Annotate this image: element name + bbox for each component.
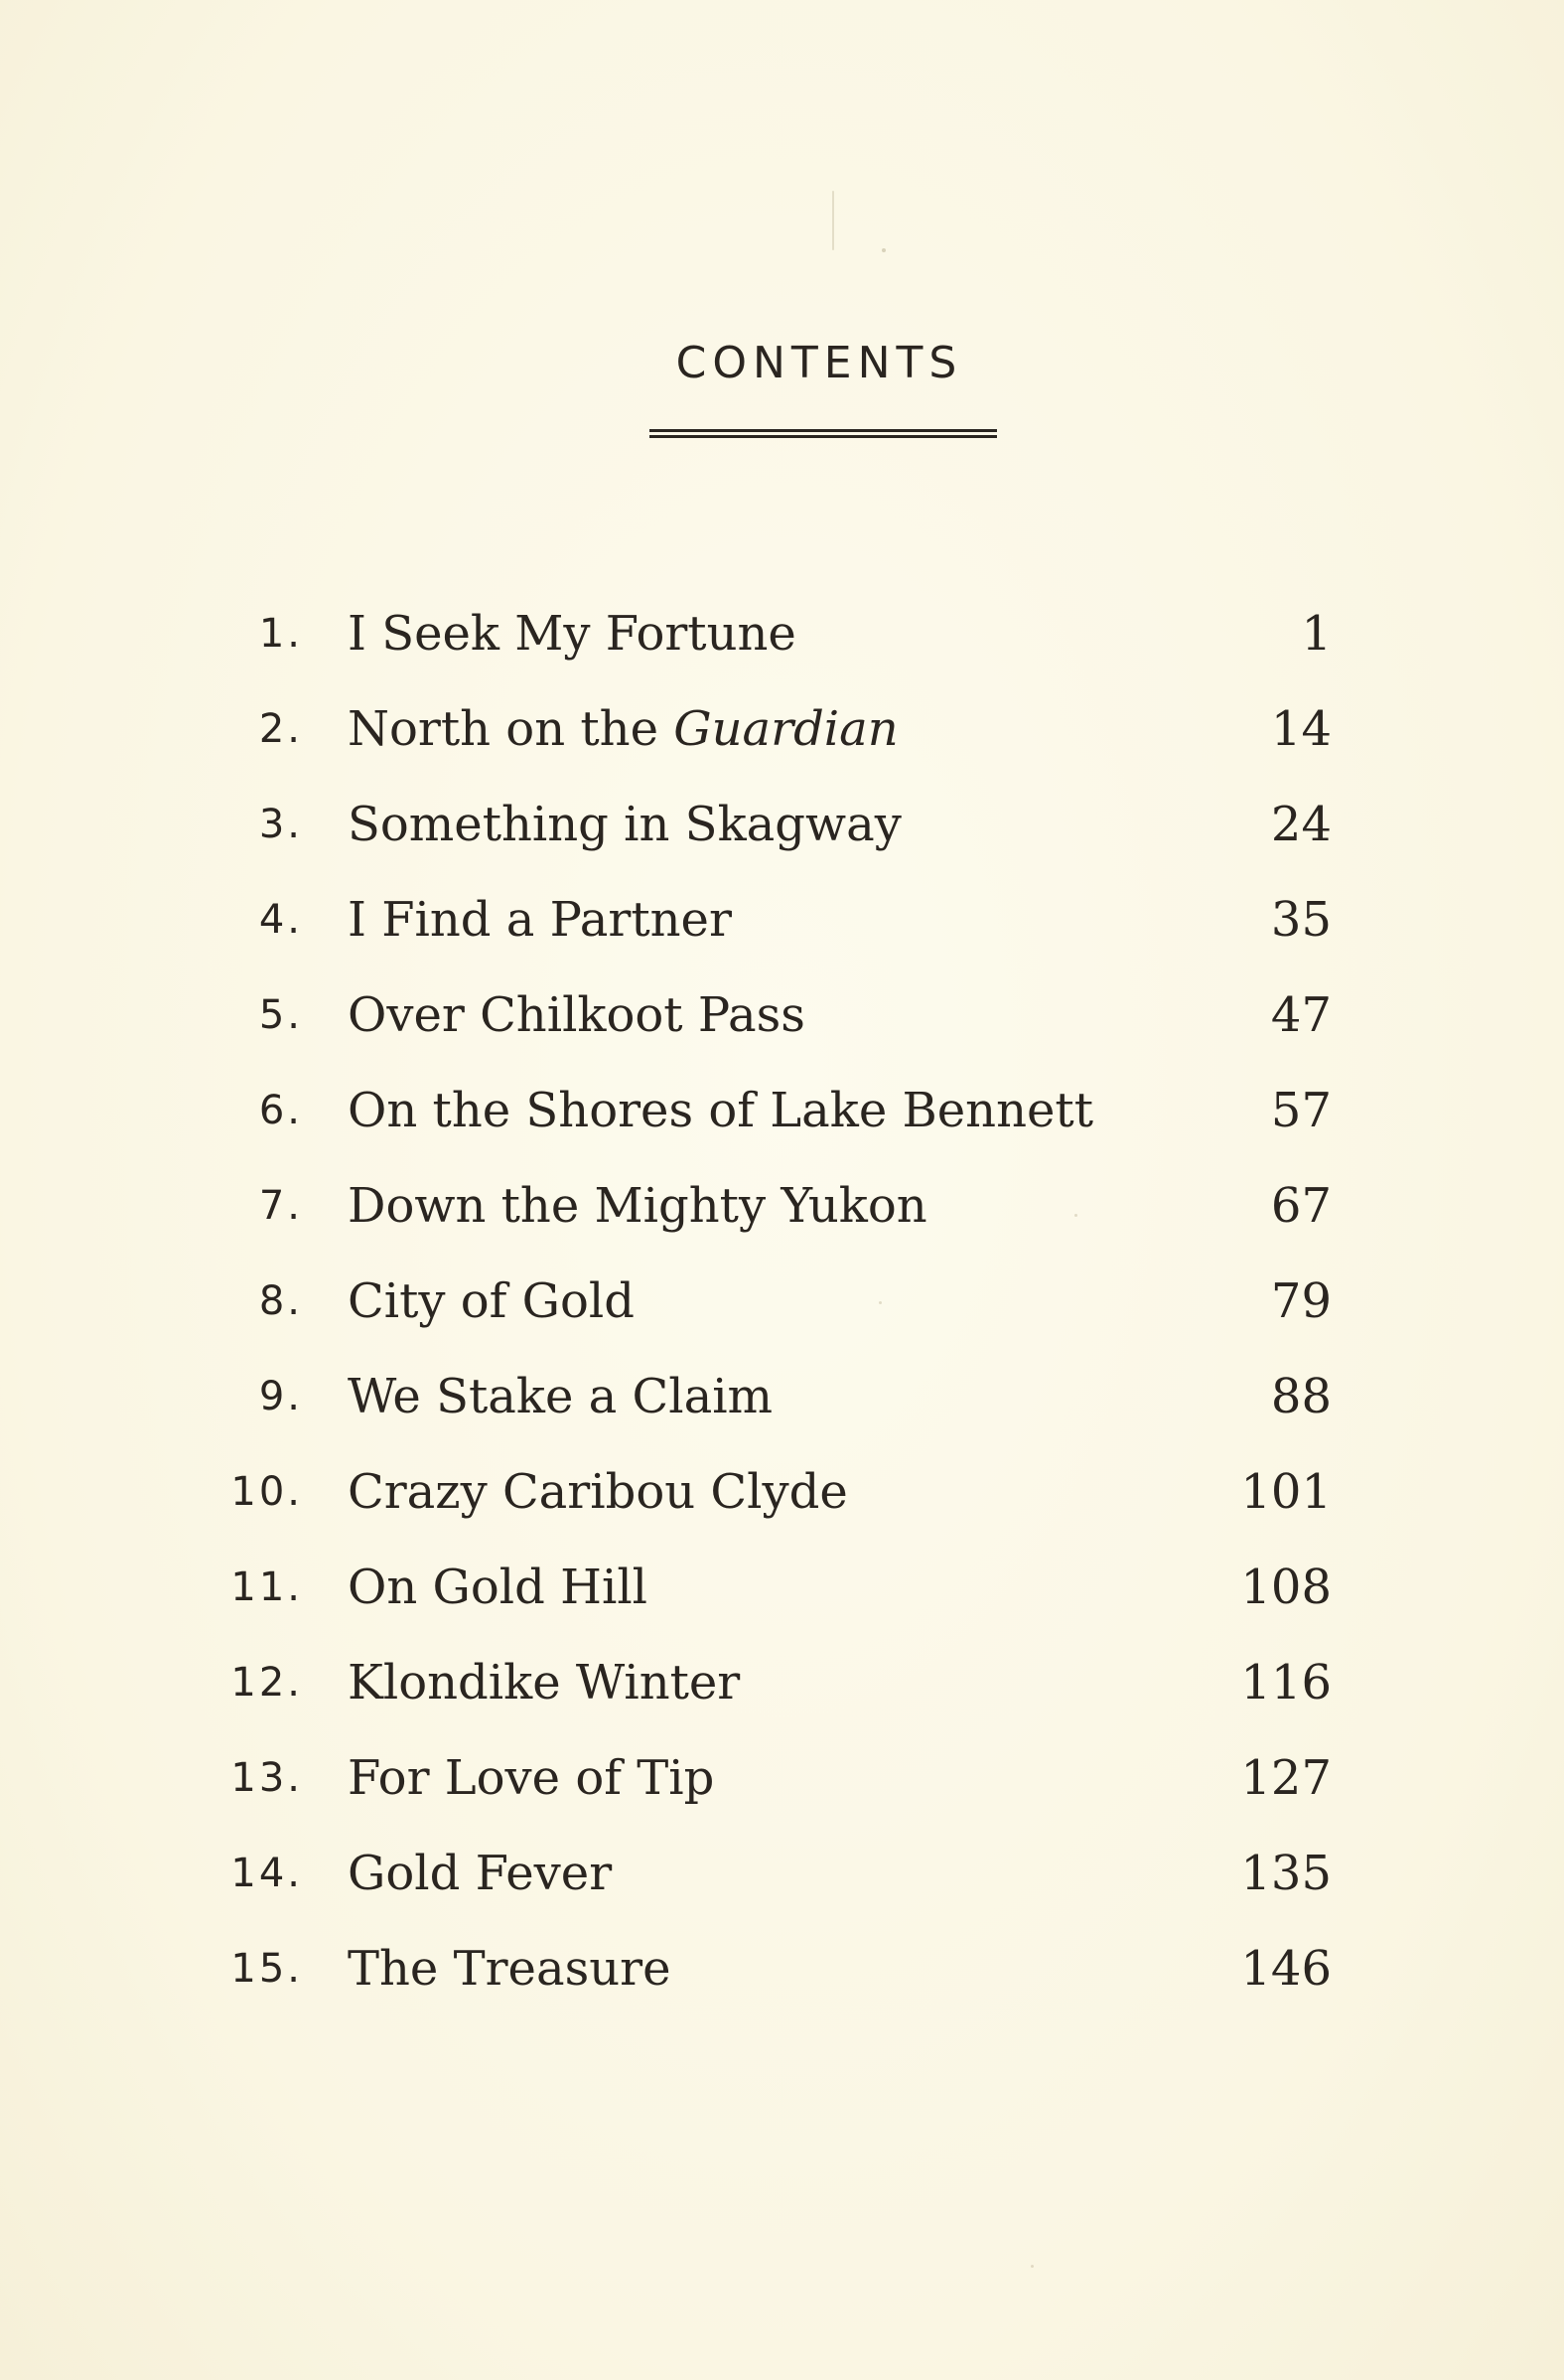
chapter-page: 47: [1270, 987, 1332, 1043]
chapter-title: Down the Mighty Yukon: [348, 1178, 927, 1234]
chapter-number: 1.: [258, 611, 303, 657]
toc-entry[interactable]: [0, 1635, 1564, 1730]
paper-speck: [882, 248, 886, 252]
chapter-page: 116: [1240, 1655, 1332, 1711]
chapter-title: I Seek My Fortune: [348, 606, 796, 662]
toc-entry[interactable]: [0, 777, 1564, 872]
chapter-title: Something in Skagway: [348, 797, 902, 852]
chapter-page: 14: [1270, 701, 1332, 757]
toc-entry[interactable]: [0, 1063, 1564, 1158]
toc-entry[interactable]: [0, 586, 1564, 681]
chapter-number: 11.: [230, 1564, 303, 1610]
chapter-number: 12.: [230, 1660, 303, 1706]
chapter-page: 101: [1240, 1464, 1332, 1520]
chapter-title: Klondike Winter: [348, 1655, 741, 1711]
toc-entry[interactable]: [0, 1730, 1564, 1826]
chapter-page: 108: [1240, 1560, 1332, 1615]
chapter-title: On the Shores of Lake Bennett: [348, 1083, 1093, 1138]
toc-entry[interactable]: [0, 1540, 1564, 1635]
chapter-page: 57: [1270, 1083, 1332, 1138]
toc-entry[interactable]: [0, 872, 1564, 967]
chapter-title: We Stake a Claim: [348, 1369, 774, 1424]
toc-entry[interactable]: [0, 1921, 1564, 2016]
chapter-number: 15.: [230, 1946, 303, 1992]
chapter-page: 67: [1270, 1178, 1332, 1234]
chapter-page: 35: [1270, 892, 1332, 948]
chapter-page: 24: [1270, 797, 1332, 852]
chapter-page: 135: [1240, 1846, 1332, 1901]
chapter-number: 7.: [258, 1183, 303, 1229]
paper-speck: [1031, 2265, 1034, 2268]
chapter-page: 127: [1240, 1750, 1332, 1806]
chapter-number: 6.: [258, 1088, 303, 1133]
chapter-title-prefix: North on the: [348, 701, 674, 757]
chapter-title: Over Chilkoot Pass: [348, 987, 805, 1043]
toc-entry[interactable]: [0, 1444, 1564, 1540]
toc-entry[interactable]: [0, 681, 1564, 777]
chapter-number: 8.: [258, 1278, 303, 1324]
chapter-page: 79: [1270, 1273, 1332, 1329]
paper-mark: [832, 191, 834, 250]
toc-entry[interactable]: [0, 1349, 1564, 1444]
chapter-page: 146: [1240, 1941, 1332, 1997]
page-title: CONTENTS: [675, 338, 963, 388]
chapter-title: On Gold Hill: [348, 1560, 648, 1615]
toc-entry[interactable]: [0, 1254, 1564, 1349]
chapter-number: 3.: [258, 802, 303, 847]
chapter-title: Gold Fever: [348, 1846, 613, 1901]
chapter-page: 88: [1270, 1369, 1332, 1424]
chapter-title: Crazy Caribou Clyde: [348, 1464, 848, 1520]
chapter-number: 13.: [230, 1755, 303, 1801]
chapter-title: [348, 681, 899, 777]
title-double-rule: [649, 429, 997, 438]
chapter-title-italic: Guardian: [673, 701, 899, 757]
chapter-number: 2.: [258, 706, 303, 752]
chapter-number: 10.: [230, 1469, 303, 1515]
toc-entry[interactable]: [0, 1158, 1564, 1254]
toc-entry[interactable]: [0, 967, 1564, 1063]
chapter-number: 4.: [258, 897, 303, 943]
chapter-title: The Treasure: [348, 1941, 671, 1997]
chapter-title: I Find a Partner: [348, 892, 732, 948]
chapter-title: For Love of Tip: [348, 1750, 715, 1806]
toc-entry[interactable]: [0, 1826, 1564, 1921]
chapter-title: City of Gold: [348, 1273, 635, 1329]
chapter-number: 5.: [258, 992, 303, 1038]
chapter-number: 9.: [258, 1374, 303, 1419]
chapter-page: 1: [1301, 606, 1332, 662]
chapter-number: 14.: [230, 1851, 303, 1896]
